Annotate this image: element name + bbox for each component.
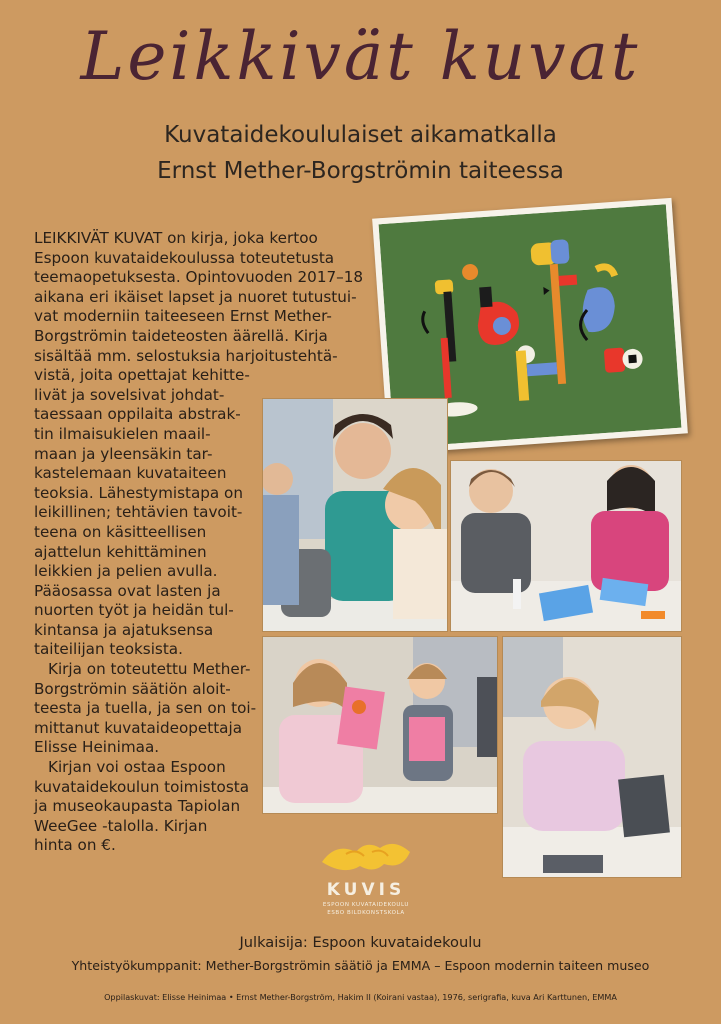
body-line: tin ilmaisukielen maail- <box>34 424 211 443</box>
body-line: kastelemaan kuvataiteen <box>34 464 227 483</box>
body-line: teoksia. Lähestymistapa on <box>34 483 243 502</box>
body-line: aikana eri ikäiset lapset ja nuoret tutustui- <box>34 287 357 306</box>
body-line: sisältää mm. selostuksia harjoitustehtä- <box>34 346 338 365</box>
kuvis-logo-word: KUVIS <box>326 880 406 900</box>
photo-image <box>263 637 497 813</box>
body-line: ja museokaupasta Tapiolan <box>34 797 241 816</box>
kuvis-logo-line-2: ESBO BILDKONSTSKOLA <box>327 910 405 916</box>
body-line: leikillinen; tehtävien tavoit- <box>34 503 243 522</box>
body-line: teemaopetuksesta. Opintovuoden 2017–18 <box>34 268 364 287</box>
body-line: Pääosassa ovat lasten ja <box>34 581 221 600</box>
body-line: WeeGee -talolla. Kirjan <box>34 816 208 835</box>
photo-girls-with-pink-papers <box>262 636 498 814</box>
body-line: leikkien ja pelien avulla. <box>34 562 218 581</box>
partners-line: Yhteistyökumppanit: Mether-Borgströmin säätiö ja EMMA – Espoon modernin taiteen museo <box>71 958 650 973</box>
body-line: hinta on €. <box>34 836 116 855</box>
body-line: kuvataidekoulun toimistosta <box>34 777 249 796</box>
body-line: Borgströmin taideteosten äärellä. Kirja <box>34 326 328 345</box>
photo-image <box>263 399 447 631</box>
body-line: taessaan oppilaita abstrak- <box>34 405 241 424</box>
body-line: LEIKKIVÄT KUVAT on kirja, joka kertoo <box>34 229 318 247</box>
page-title: Leikkivät kuvat <box>80 18 641 95</box>
kuvis-logo-line-1: ESPOON KUVATAIDEKOULU <box>322 902 410 908</box>
kuvis-logo-mark-icon <box>316 838 416 882</box>
subtitle-line-1: Kuvataidekoululaiset aikamatkalla <box>164 122 557 148</box>
body-line: mittanut kuvataideopettaja <box>34 718 242 737</box>
body-line: vistä, joita opettajat kehitte- <box>34 366 250 385</box>
body-line: Kirjan voi ostaa Espoon <box>48 758 226 777</box>
body-line: Espoon kuvataidekoulussa toteutetusta <box>34 248 335 267</box>
body-line: nuorten työt ja heidän tul- <box>34 601 234 620</box>
photo-image <box>503 637 681 877</box>
body-line: livät ja sovelsivat johdat- <box>34 385 225 404</box>
body-line: ajattelun kehittäminen <box>34 542 207 561</box>
photo-girls-with-paper <box>450 460 682 632</box>
body-line: taiteilijan teoksista. <box>34 640 183 659</box>
body-line: vat moderniin taiteeseen Ernst Mether- <box>34 307 332 326</box>
body-line: teesta ja tuella, ja sen on toi- <box>34 699 257 718</box>
kuvis-logo <box>316 838 416 928</box>
body-line: Elisse Heinimaa. <box>34 738 160 757</box>
publisher-line: Julkaisija: Espoon kuvataidekoulu <box>239 934 482 951</box>
body-line: teena on käsitteellisen <box>34 522 207 541</box>
photo-image <box>451 461 681 631</box>
photo-girl-with-gray-paper <box>502 636 682 878</box>
body-line: maan ja yleensäkin tar- <box>34 444 213 463</box>
subtitle-line-2: Ernst Mether-Borgströmin taiteessa <box>157 158 564 184</box>
photo-children-with-speaker <box>262 398 448 632</box>
body-line: Kirja on toteutettu Mether- <box>48 660 251 679</box>
body-line: kintansa ja ajatuksensa <box>34 620 214 639</box>
credits-line: Oppilaskuvat: Elisse Heinimaa • Ernst Mether-Borgström, Hakim II (Koirani vastaa), 1976, serigrafia, kuva Ari Karttunen, EMMA <box>104 992 617 1002</box>
body-line: Borgströmin säätiön aloit- <box>34 679 231 698</box>
